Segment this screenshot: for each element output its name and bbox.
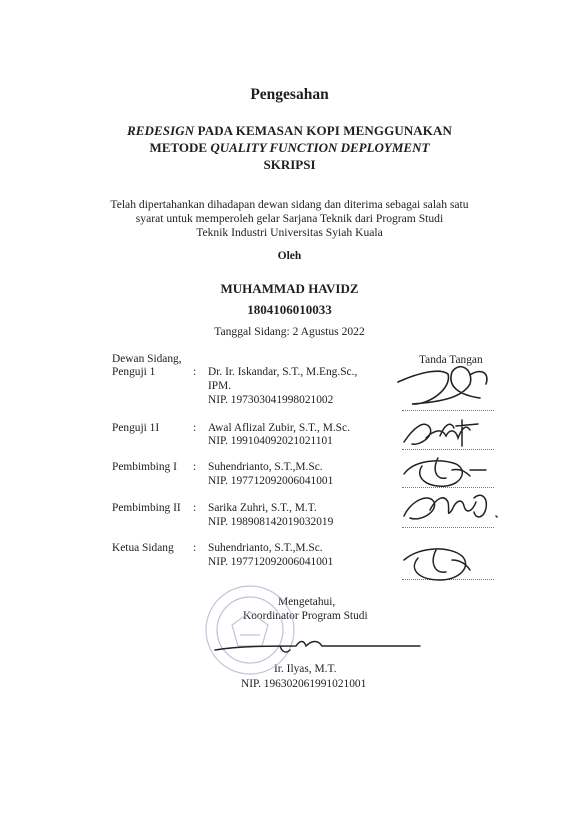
colon: : xyxy=(193,502,197,514)
colon: : xyxy=(193,461,197,473)
member-2-name: Awal Aflizal Zubir, S.T., M.Sc. xyxy=(208,422,350,434)
paragraph-line-2: syarat untuk memperoleh gelar Sarjana Teknik dari Program Studi xyxy=(135,212,444,225)
sidang-date: Tanggal Sidang: 2 Agustus 2022 xyxy=(214,325,365,338)
thesis-title-italic-redesign: REDESIGN xyxy=(127,123,195,138)
coordinator-position: Koordinator Program Studi xyxy=(243,610,368,622)
paragraph-line-1: Telah dipertahankan dihadapan dewan sidang dan diterima sebagai salah satu xyxy=(110,198,469,211)
member-1-name: Dr. Ir. Iskandar, S.T., M.Eng.Sc., xyxy=(208,366,358,378)
role-pembimbing-2: Pembimbing II xyxy=(112,502,181,514)
member-1-name-suffix: IPM. xyxy=(208,380,232,392)
coordinator-nip: NIP. 196302061991021001 xyxy=(241,678,367,690)
student-nim: 1804106010033 xyxy=(247,302,332,317)
board-heading: Dewan Sidang, xyxy=(112,353,182,365)
thesis-title-italic-qfd: QUALITY FUNCTION DEPLOYMENT xyxy=(210,140,430,155)
member-3-name: Suhendrianto, S.T.,M.Sc. xyxy=(208,461,323,473)
thesis-title-line-2-prefix: METODE xyxy=(149,140,211,155)
known-by-label: Mengetahui, xyxy=(278,596,336,608)
member-5-nip: NIP. 197712092006041001 xyxy=(208,556,334,568)
paragraph-line-3: Teknik Industri Universitas Syiah Kuala xyxy=(196,226,383,239)
member-1-nip: NIP. 197303041998021002 xyxy=(208,394,334,406)
signature-penguji-1-icon xyxy=(398,367,487,404)
colon: : xyxy=(193,542,197,554)
colon: : xyxy=(193,422,197,434)
thesis-title-line-1-rest: PADA KEMASAN KOPI MENGGUNAKAN xyxy=(194,123,452,138)
member-4-name: Sarika Zuhri, S.T., M.T. xyxy=(208,502,317,514)
role-pembimbing-1: Pembimbing I xyxy=(112,461,177,473)
signature-pembimbing-1-icon xyxy=(404,458,486,486)
by-label: Oleh xyxy=(277,250,302,262)
university-stamp-icon xyxy=(206,586,294,674)
student-name: MUHAMMAD HAVIDZ xyxy=(220,281,359,296)
thesis-type: SKRIPSI xyxy=(263,157,316,172)
signature-ketua-sidang-icon xyxy=(404,549,470,580)
role-penguji-2: Penguji 1I xyxy=(112,422,160,434)
member-2-nip: NIP. 199104092021021101 xyxy=(208,435,333,447)
page-title: Pengesahan xyxy=(250,86,329,103)
signature-penguji-2-icon xyxy=(404,420,478,446)
member-4-nip: NIP. 198908142019032019 xyxy=(208,516,334,528)
role-penguji-1: Penguji 1 xyxy=(112,366,156,378)
colon: : xyxy=(193,366,197,378)
signature-pembimbing-2-icon xyxy=(404,495,497,519)
signature-heading: Tanda Tangan xyxy=(419,354,483,366)
member-3-nip: NIP. 197712092006041001 xyxy=(208,475,334,487)
role-ketua-sidang: Ketua Sidang xyxy=(112,542,174,554)
signature-coordinator-icon xyxy=(215,642,420,653)
member-5-name: Suhendrianto, S.T.,M.Sc. xyxy=(208,542,323,554)
coordinator-name: Ir. Ilyas, M.T. xyxy=(274,663,337,675)
